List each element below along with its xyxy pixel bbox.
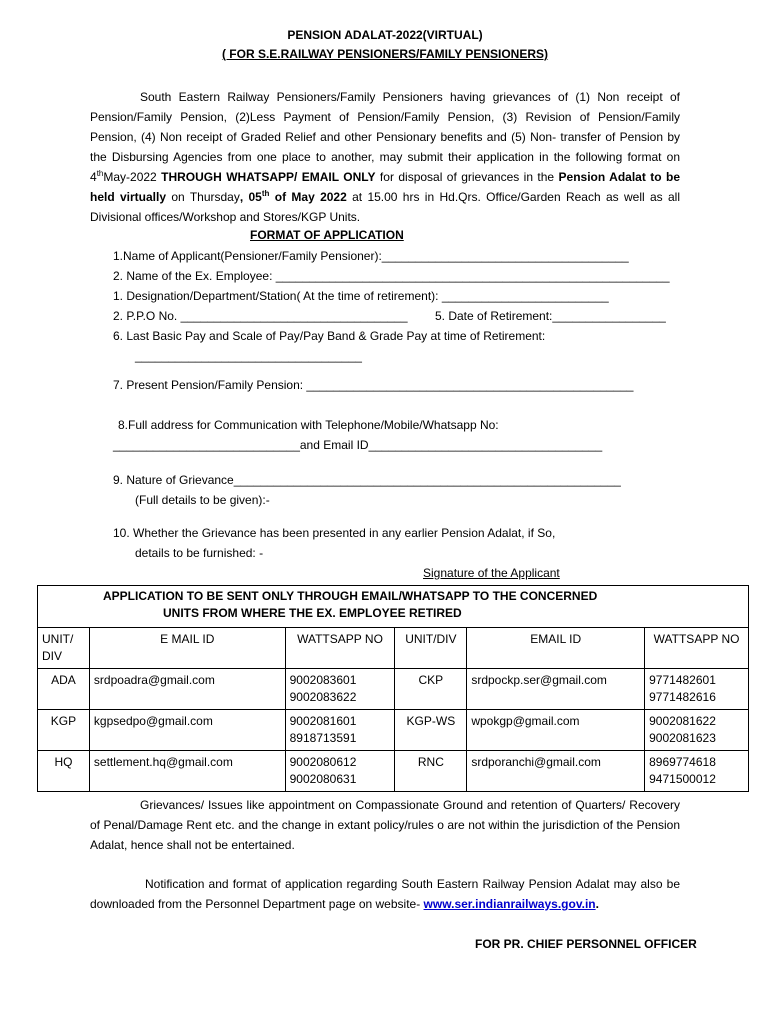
contact-box-line-1: APPLICATION TO BE SENT ONLY THROUGH EMAIL/WHATSAPP TO THE CONCERNED bbox=[103, 589, 598, 603]
field-email: ____________________________and Email ID___________________________________ bbox=[113, 438, 603, 452]
field-retirement-date: 5. Date of Retirement:_________________ bbox=[435, 309, 666, 323]
applicant-signature: Signature of the Applicant bbox=[423, 566, 560, 580]
format-heading: FORMAT OF APPLICATION bbox=[250, 228, 404, 242]
unit-cell: ADA bbox=[38, 669, 90, 710]
notification-paragraph bbox=[90, 874, 680, 914]
website-link[interactable]: www.ser.indianrailways.gov.in bbox=[423, 897, 596, 911]
intro-bold-1: THROUGH WHATSAPP/ EMAIL ONLY bbox=[161, 170, 376, 184]
table-header-row bbox=[38, 628, 749, 669]
field-basic-pay: 6. Last Basic Pay and Scale of Pay/Pay Band & Grade Pay at time of Retirement: bbox=[113, 329, 546, 343]
table-row bbox=[38, 710, 749, 751]
email-cell: srdporanchi@gmail.com bbox=[467, 751, 645, 792]
grievance-exclusion-paragraph: Grievances/ Issues like appointment on Compassionate Ground and retention of Quarters/ Recovery of Penal/Damage Rent etc. and the change in extant policy/rules o are not within the jurisdiction of the Pension Adalat, hence shall not be entertained. bbox=[90, 798, 680, 852]
table-row bbox=[38, 751, 749, 792]
header-whatsapp-2: WATTSAPP NO bbox=[645, 628, 749, 669]
header-unit-2: UNIT/DIV bbox=[395, 628, 467, 669]
notification-text: Notification and format of application regarding South Eastern Railway Pension Adalat may also be downloaded from the Personnel Department page on website- bbox=[90, 877, 680, 911]
intro-bold-4: of May 2022 bbox=[269, 190, 347, 204]
header-unit: UNIT/ DIV bbox=[38, 628, 90, 669]
field-address: 8.Full address for Communication with Telephone/Mobile/Whatsapp No: bbox=[118, 418, 499, 432]
field-designation: 1. Designation/Department/Station( At the time of retirement): _________________________ bbox=[113, 289, 609, 303]
contact-box-header bbox=[37, 585, 749, 628]
signoff: FOR PR. CHIEF PERSONNEL OFFICER bbox=[475, 937, 697, 951]
intro-text-2: May-2022 bbox=[103, 170, 162, 184]
intro-text-1: South Eastern Railway Pensioners/Family Pensioners having grievances of (1) Non receipt of Pension/Family Pension, (2)Less Payment of Pension/Family Pension, (3) Revision of Pension/Family Pension, (4) Non receipt of Graded Relief and other Pensionary benefits and (5) Non- transfer of Pension by the Disbursing Agencies from one place to another, may submit their application in the following format on 4 bbox=[90, 90, 680, 184]
email-cell: wpokgp@gmail.com bbox=[467, 710, 645, 751]
header-email-2: EMAIL ID bbox=[467, 628, 645, 669]
intro-paragraph bbox=[90, 87, 680, 227]
email-cell: srdpoadra@gmail.com bbox=[89, 669, 285, 710]
field-grievance-note: (Full details to be given):- bbox=[135, 493, 270, 507]
unit-cell: HQ bbox=[38, 751, 90, 792]
document-subtitle: ( FOR S.E.RAILWAY PENSIONERS/FAMILY PENSIONERS) bbox=[221, 47, 549, 61]
email-cell: kgpsedpo@gmail.com bbox=[89, 710, 285, 751]
field-basic-pay-blank: __________________________________ bbox=[135, 349, 362, 363]
table-row bbox=[38, 669, 749, 710]
field-present-pension: 7. Present Pension/Family Pension: _________________________________________________ bbox=[113, 378, 634, 392]
intro-text-4: on Thursday bbox=[166, 190, 240, 204]
intro-bold-2: Pension Adalat to be held virtually bbox=[90, 170, 680, 204]
document-title: PENSION ADALAT-2022(VIRTUAL) bbox=[287, 28, 483, 42]
unit-cell: KGP-WS bbox=[395, 710, 467, 751]
header-email: E MAIL ID bbox=[89, 628, 285, 669]
intro-bold-3: , 05 bbox=[239, 190, 262, 204]
intro-text-5: at 15.00 hrs in Hd.Qrs. Office/Garden Reach as well as all Divisional offices/Workshop and Stores/KGP Units. bbox=[90, 190, 680, 224]
whatsapp-cell: 9002081622 9002081623 bbox=[645, 710, 749, 751]
field-earlier-adalat-note: details to be furnished: - bbox=[135, 546, 264, 560]
intro-sup-2: th bbox=[261, 189, 270, 198]
field-applicant-name: 1.Name of Applicant(Pensioner/Family Pensioner):_____________________________________ bbox=[113, 249, 629, 263]
unit-cell: CKP bbox=[395, 669, 467, 710]
whatsapp-cell: 8969774618 9471500012 bbox=[645, 751, 749, 792]
field-employee-name: 2. Name of the Ex. Employee: ___________________________________________________________ bbox=[113, 269, 670, 283]
contact-table bbox=[37, 627, 749, 792]
whatsapp-cell: 9771482601 9771482616 bbox=[645, 669, 749, 710]
whatsapp-cell: 9002080612 9002080631 bbox=[285, 751, 395, 792]
email-cell: settlement.hq@gmail.com bbox=[89, 751, 285, 792]
email-cell: srdpockp.ser@gmail.com bbox=[467, 669, 645, 710]
whatsapp-cell: 9002081601 8918713591 bbox=[285, 710, 395, 751]
field-grievance: 9. Nature of Grievance__________________________________________________________ bbox=[113, 473, 621, 487]
field-ppo-no: 2. P.P.O No. __________________________________ bbox=[113, 309, 408, 323]
unit-cell: RNC bbox=[395, 751, 467, 792]
notification-period: . bbox=[595, 897, 599, 911]
intro-sup-1: th bbox=[96, 169, 104, 178]
contact-box-line-2: UNITS FROM WHERE THE EX. EMPLOYEE RETIRED bbox=[163, 606, 462, 620]
unit-cell: KGP bbox=[38, 710, 90, 751]
field-earlier-adalat: 10. Whether the Grievance has been presented in any earlier Pension Adalat, if So, bbox=[113, 526, 556, 540]
header-whatsapp: WATTSAPP NO bbox=[285, 628, 395, 669]
intro-text-3: for disposal of grievances in the bbox=[375, 170, 559, 184]
whatsapp-cell: 9002083601 9002083622 bbox=[285, 669, 395, 710]
